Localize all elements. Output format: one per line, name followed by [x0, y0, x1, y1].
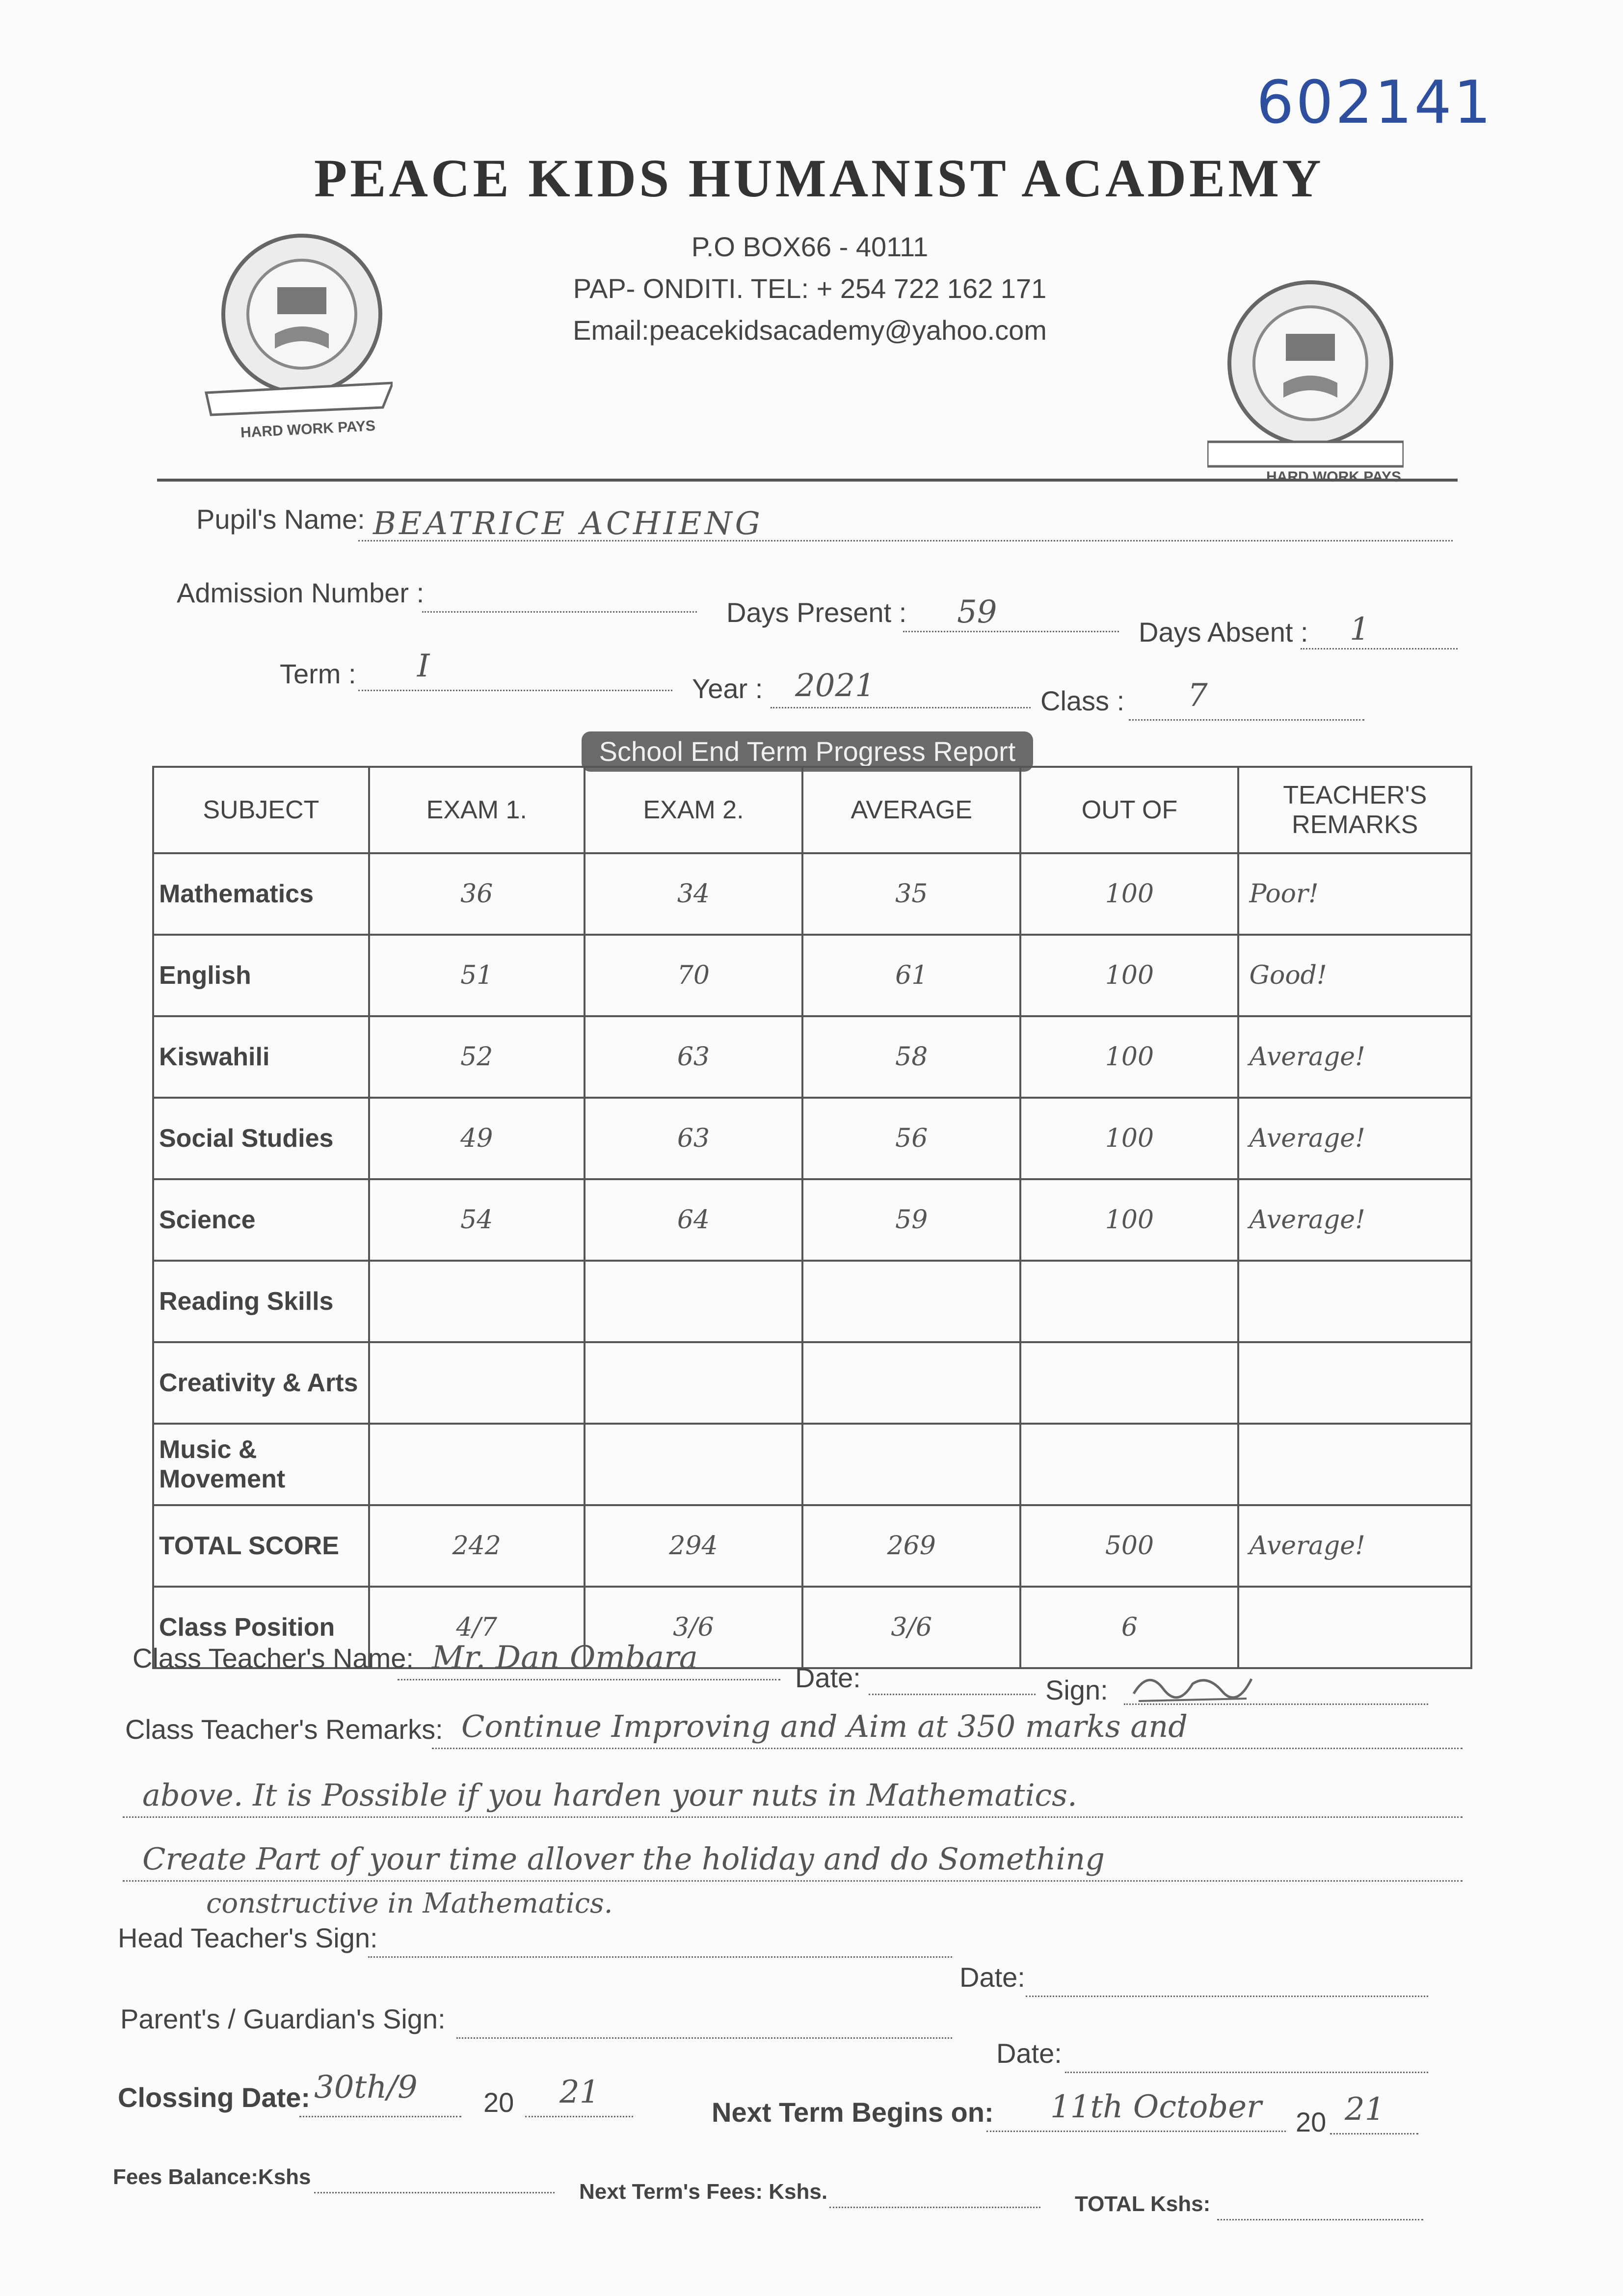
header-out-of: OUT OF — [1020, 767, 1238, 853]
average-cell: 3/6 — [802, 1587, 1020, 1668]
remark-cell — [1238, 1342, 1471, 1424]
remark-cell: Good! — [1238, 935, 1471, 1016]
subject-cell: Creativity & Arts — [153, 1342, 369, 1424]
logo-motto-right: HARD WORK PAYS — [1266, 469, 1402, 485]
out-of-cell — [1020, 1424, 1238, 1505]
parent-sign-line — [456, 2037, 952, 2039]
remarks-line-1 — [432, 1748, 1463, 1749]
subject-cell: English — [153, 935, 369, 1016]
remarks-line-3 — [123, 1880, 1463, 1882]
remark-cell: Average! — [1238, 1098, 1471, 1179]
teacher-name-value: Mr. Dan Ombara — [432, 1640, 698, 1676]
pupil-name-value: BEATRICE ACHIENG — [373, 506, 763, 542]
remark-cell: Average! — [1238, 1179, 1471, 1261]
days-present-label: Days Present : — [726, 597, 907, 628]
teacher-remark-line-3: Create Part of your time allover the holiday and do Something — [142, 1841, 1105, 1877]
year-label: Year : — [692, 673, 763, 704]
days-present-value: 59 — [957, 594, 997, 630]
head-teacher-date-label: Date: — [959, 1962, 1025, 1993]
class-label: Class : — [1040, 685, 1125, 716]
subject-cell: Science — [153, 1179, 369, 1261]
exam1-cell — [369, 1342, 585, 1424]
average-cell: 59 — [802, 1179, 1020, 1261]
exam2-cell: 3/6 — [585, 1587, 802, 1668]
logo-motto-left: HARD WORK PAYS — [240, 417, 376, 441]
header-exam2: EXAM 2. — [585, 767, 802, 853]
subject-cell: Social Studies — [153, 1098, 369, 1179]
days-absent-value: 1 — [1350, 611, 1370, 648]
subject-cell: TOTAL SCORE — [153, 1505, 369, 1587]
exam1-cell: 49 — [369, 1098, 585, 1179]
table-row — [153, 1016, 1471, 1098]
table-row — [153, 853, 1471, 935]
exam2-cell: 34 — [585, 853, 802, 935]
fees-balance-label: Fees Balance:Kshs — [113, 2165, 311, 2189]
average-cell — [802, 1261, 1020, 1342]
exam2-cell: 64 — [585, 1179, 802, 1261]
admission-number-line — [422, 611, 697, 613]
remark-cell — [1238, 1424, 1471, 1505]
school-location-tel: PAP- ONDITI. TEL: + 254 722 162 171 — [573, 273, 1047, 304]
head-teacher-date-line — [1026, 1996, 1428, 1997]
next-term-century: 20 — [1296, 2107, 1327, 2137]
year-line — [771, 707, 1031, 708]
table-row — [153, 1098, 1471, 1179]
closing-year-line — [525, 2116, 633, 2117]
school-logo-left — [196, 231, 393, 427]
table-row — [153, 935, 1471, 1016]
remark-cell: Average! — [1238, 1505, 1471, 1587]
days-absent-line — [1301, 648, 1458, 649]
days-present-line — [903, 631, 1119, 632]
exam2-cell — [585, 1261, 802, 1342]
teacher-name-line — [398, 1679, 780, 1680]
header-exam1: EXAM 1. — [369, 767, 585, 853]
average-cell — [802, 1342, 1020, 1424]
exam1-cell: 242 — [369, 1505, 585, 1587]
total-fees-label: TOTAL Kshs: — [1075, 2192, 1211, 2216]
remark-cell — [1238, 1587, 1471, 1668]
teacher-remark-line-1: Continue Improving and Aim at 350 marks and — [461, 1708, 1188, 1744]
exam2-cell: 70 — [585, 935, 802, 1016]
school-po-box: P.O BOX66 - 40111 — [691, 231, 929, 262]
closing-date-label: Clossing Date: — [118, 2082, 311, 2113]
teacher-date-label: Date: — [795, 1662, 861, 1693]
year-value: 2021 — [795, 668, 875, 704]
out-of-cell — [1020, 1342, 1238, 1424]
school-email: Email:peacekidsacademy@yahoo.com — [573, 315, 1047, 346]
average-cell: 35 — [802, 853, 1020, 935]
subject-cell: Mathematics — [153, 853, 369, 935]
next-term-year-value: 21 — [1345, 2091, 1385, 2128]
parent-sign-label: Parent's / Guardian's Sign: — [120, 2003, 446, 2034]
term-label: Term : — [280, 658, 356, 689]
average-cell: 61 — [802, 935, 1020, 1016]
out-of-cell: 100 — [1020, 853, 1238, 935]
average-cell: 56 — [802, 1098, 1020, 1179]
admission-number-label: Admission Number : — [177, 577, 425, 608]
teacher-sign-label: Sign: — [1045, 1675, 1108, 1705]
out-of-cell: 100 — [1020, 1179, 1238, 1261]
table-row — [153, 1261, 1471, 1342]
exam1-cell: 52 — [369, 1016, 585, 1098]
term-line — [358, 690, 672, 691]
remark-cell: Average! — [1238, 1016, 1471, 1098]
closing-century: 20 — [483, 2087, 514, 2118]
exam2-cell: 63 — [585, 1098, 802, 1179]
fees-balance-line — [314, 2192, 555, 2193]
teacher-remark-line-2: above. It is Possible if you harden your nuts in Mathematics. — [142, 1777, 1077, 1813]
table-row — [153, 1342, 1471, 1424]
out-of-cell: 500 — [1020, 1505, 1238, 1587]
parent-date-label: Date: — [996, 2038, 1062, 2069]
next-term-fees-label: Next Term's Fees: Kshs. — [579, 2180, 828, 2204]
exam1-cell: 36 — [369, 853, 585, 935]
header-teacher-remarks: TEACHER'S REMARKS — [1238, 767, 1471, 853]
out-of-cell — [1020, 1261, 1238, 1342]
exam2-cell — [585, 1342, 802, 1424]
exam1-cell — [369, 1261, 585, 1342]
out-of-cell: 100 — [1020, 935, 1238, 1016]
exam2-cell: 294 — [585, 1505, 802, 1587]
class-line — [1129, 719, 1364, 721]
average-cell: 58 — [802, 1016, 1020, 1098]
exam1-cell: 54 — [369, 1179, 585, 1261]
class-value: 7 — [1188, 677, 1208, 714]
header-average: AVERAGE — [802, 767, 1020, 853]
total-fees-line — [1217, 2219, 1423, 2220]
header-divider — [157, 479, 1458, 482]
school-name: PEACE KIDS HUMANIST ACADEMY — [314, 148, 1324, 208]
average-cell: 269 — [802, 1505, 1020, 1587]
teacher-date-line — [869, 1694, 1036, 1695]
next-term-value: 11th October — [1050, 2089, 1262, 2125]
closing-year-value: 21 — [559, 2074, 600, 2110]
exam2-cell — [585, 1424, 802, 1505]
remarks-line-2 — [123, 1816, 1463, 1818]
term-value: I — [417, 648, 430, 684]
exam1-cell: 51 — [369, 935, 585, 1016]
exam1-cell — [369, 1424, 585, 1505]
exam2-cell: 63 — [585, 1016, 802, 1098]
closing-day-value: 30th/9 — [314, 2069, 418, 2106]
table-row — [153, 1179, 1471, 1261]
teacher-name-label: Class Teacher's Name: — [133, 1643, 414, 1674]
subject-cell: Kiswahili — [153, 1016, 369, 1098]
exam1-cell: 4/7 — [369, 1587, 585, 1668]
remark-cell — [1238, 1261, 1471, 1342]
header-subject: SUBJECT — [153, 767, 369, 853]
school-logo-right — [1207, 275, 1404, 471]
grades-table — [152, 766, 1472, 1669]
table-row — [153, 1505, 1471, 1587]
subject-cell: Class Position — [153, 1587, 369, 1668]
teacher-signature — [1129, 1659, 1256, 1708]
head-teacher-sign-line — [368, 1956, 952, 1958]
next-term-year-line — [1330, 2133, 1418, 2134]
subject-cell: Reading Skills — [153, 1261, 369, 1342]
next-term-fees-line — [829, 2207, 1040, 2208]
pupil-name-label: Pupil's Name: — [196, 504, 365, 535]
remark-cell: Poor! — [1238, 853, 1471, 935]
teacher-remark-line-4: constructive in Mathematics. — [206, 1888, 613, 1919]
table-row — [153, 1424, 1471, 1505]
head-teacher-sign-label: Head Teacher's Sign: — [118, 1922, 378, 1953]
teacher-remarks-label: Class Teacher's Remarks: — [125, 1714, 443, 1745]
report-title-banner: School End Term Progress Report — [582, 731, 1033, 772]
out-of-cell: 6 — [1020, 1587, 1238, 1668]
grades-header-row — [153, 767, 1471, 853]
days-absent-label: Days Absent : — [1139, 617, 1308, 648]
document-id: 602141 — [1256, 69, 1493, 137]
out-of-cell: 100 — [1020, 1016, 1238, 1098]
subject-cell: Music & Movement — [153, 1424, 369, 1505]
next-term-line — [986, 2131, 1286, 2132]
closing-day-line — [299, 2116, 461, 2117]
next-term-label: Next Term Begins on: — [712, 2097, 994, 2128]
parent-date-line — [1065, 2072, 1428, 2073]
average-cell — [802, 1424, 1020, 1505]
out-of-cell: 100 — [1020, 1098, 1238, 1179]
